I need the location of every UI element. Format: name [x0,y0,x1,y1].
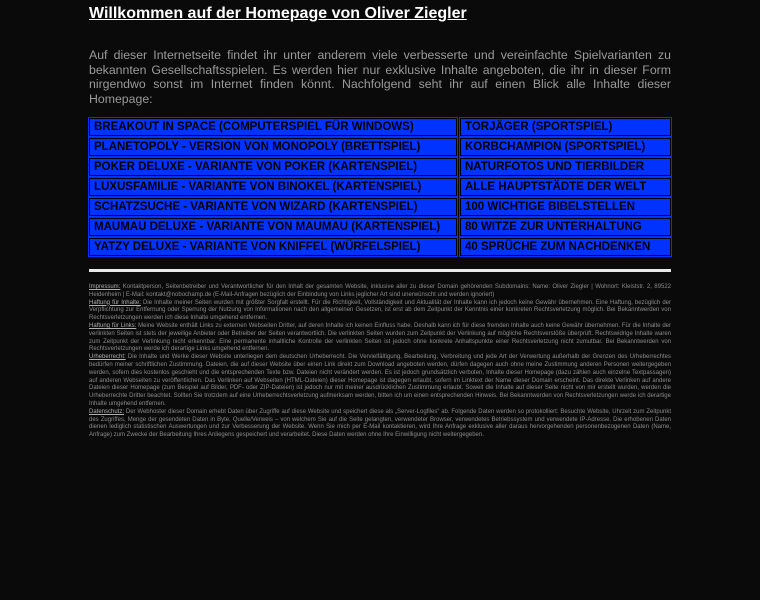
impressum-label: Impressum: [89,284,121,290]
datenschutz-text: Der Webhoster dieser Domain erhebt Daten über Zugriffe auf diese Website und speichert diese als „Server-Logfiles“ ab. Folgende Daten werden so protokolliert: Besuchte Website, Uhrzeit zum Zeitpunkt des Zugriffes, Menge der gesendeten Daten in Byte, Quelle/Verweis – von welchem Sie auf die Seite gelangten, verwendeter Browser, verwendetes Betriebssystem und verwendete IP-Adresse. Die erhobenen Daten dienen lediglich statistischen Auswertungen und zur Verbesserung der Website. Wenn Sie mich per E-Mail kontaktieren, wird Ihre Anfrage exklusive aller daraus hervorgehenden personenbezogenen Daten (Name, Anfrage) zum Zwecke der Bearbeitung Ihres Anliegens gespeichert und verarbeitet. Diese Daten werden ohne Ihre Einwilligung nicht weitergegeben. [89,408,671,439]
legal-section [89,284,671,440]
link-witze[interactable]: 80 WITZE ZUR UNTERHALTUNG [460,218,671,236]
datenschutz-label: Datenschutz: [89,408,125,415]
divider [89,269,671,272]
haftung-links-block [89,323,671,354]
urheberrecht-block [89,354,671,409]
link-korbchampion[interactable]: KORBCHAMPION (SPORTSPIEL) [460,138,671,156]
link-breakout-in-space[interactable]: BREAKOUT IN SPACE (COMPUTERSPIEL FÜR WINDOWS) [89,118,457,136]
link-naturfotos[interactable]: NATURFOTOS UND TIERBILDER [460,158,671,176]
intro-paragraph: Auf dieser Internetseite findet ihr unter anderem viele verbesserte und vereinfachte Spielvarianten zu bekannten Gesellschaftsspielen. Es werden hier nur exklusive Inhalte angeboten, die ihr in dieser Form nirgendwo sonst im Internet finden könnt. Nachfolgend seht ihr auf einen Blick alle Inhalte dieser Homepage: [89,48,671,106]
haftung-inhalte-label: Haftung für Inhalte: [89,299,141,306]
impressum-text: Kontaktperson, Seitenbetreiber und Verantwortlicher für den Inhalt der gesamten Website, inklusive aller zu dieser Domain gehörenden Subdomains: Name: Oliver Ziegler | Wohnort: Kleiststr. 2, 89522 Heidenheim | E-Mail: kontakt@nobochamp.de (E-Mail-Anfragen bezüglich der Einbindung von Links jeglicher Art sind unerwünscht und werden ignoriert) [89,284,671,298]
haftung-inhalte-text: Die Inhalte meiner Seiten wurden mit größter Sorgfalt erstellt. Für die Richtigkeit, Vollständigkeit und Aktualität der Inhalte kann ich jedoch keine Gewähr übernehmen. Eine Haftung, bezüglich der Verpflichtung zur Entfernung oder Sperrung der Nutzung von Informationen nach den allgemeinen Gesetzen, ist erst ab dem Zeitpunkt der Kenntnis einer konkreten Rechtsverletzung möglich. Bei Bekanntwerden von Rechtsverletzungen werden ich diese Inhalte umgehend entfernen. [89,299,671,322]
urheberrecht-text: Die Inhalte und Werke dieser Website unterliegen dem deutschen Urheberrecht. Die Vervielfältigung, Bearbeitung, Verbreitung und jede Art der Verwertung außerhalb der Grenzen des Urheberrechtes bedürfen meiner schriftlichen Zustimmung. Dateien, die auf dieser Website über einen Link direkt zum Download angeboten werden, dürfen dagegen auch ohne meine Zustimmung anderen Personen weitergegeben werden, sofern dies kostenlos geschieht und die entsprechenden Texte bzw. Dateien nicht verändert werden. Es ist jedoch grundsätzlich verboten, Inhalte dieser Homepage (dazu zählen auch einzelne Textpassagen) auf anderen Webseiten zu veröffentlichen. Das Verlinken auf Webseiten (HTML-Dateien) dieser Homepage ist dagegen erlaubt, sofern im Linktext der Name dieser Domain erscheint. Das direkte Verlinken auf andere Dateien dieser Homepage (zum Beispiel auf Bilder, PDF- oder ZIP-Dateien) ist jedoch nur mit meiner ausdrücklichen Zustimmung erlaubt. Soweit die Inhalte auf dieser Seite nicht von mir erstellt wurden, werden die Urheberrechte Dritter beachtet. Sollten Sie trotzdem auf eine Urheberrechtsverletzung aufmerksam werden, bitten ich um einen entsprechenden Hinweis. Bei Bekanntwerden von Rechtsverletzungen werde ich derartige Inhalte umgehend entfernen. [89,354,671,407]
link-poker-deluxe[interactable]: POKER DELUXE - VARIANTE VON POKER (KARTENSPIEL) [89,158,457,176]
link-yatzy-deluxe[interactable]: YATZY DELUXE - VARIANTE VON KNIFFEL (WÜRFELSPIEL) [89,238,457,256]
page-content [89,4,671,440]
impressum-block [89,284,671,300]
link-planetopoly[interactable]: PLANETOPOLY - VERSION VON MONOPOLY (BRETTSPIEL) [89,138,457,156]
haftung-links-label: Haftung für Links: [89,322,137,329]
haftung-links-text: Meine Website enthält Links zu externen Webseiten Dritter, auf deren Inhalte ich keinen Einfluss habe. Deshalb kann ich für diese fremden Inhalte auch keine Gewähr übernehmen. Für die Inhalte der verlinkten Seiten ist stets der jeweilige Anbieter oder Betreiber der Seiten verantwortlich. Die verlinkten Seiten wurden zum Zeitpunkt der Verlinkung auf mögliche Rechtsverstöße überprüft. Rechtswidrige Inhalte waren zum Zeitpunkt der Verlinkung nicht erkennbar. Eine permanente inhaltliche Kontrolle der verlinkten Seiten ist jedoch ohne konkrete Anhaltspunkte einer Rechtsverletzung nicht zumutbar. Bei Bekanntwerden von Rechtsverletzungen werde ich derartige Links umgehend entfernen. [89,322,672,353]
urheberrecht-label: Urheberrecht: [89,354,126,361]
page-title: Willkommen auf der Homepage von Oliver Ziegler [89,5,467,22]
haftung-inhalte-block [89,300,671,323]
link-hauptstaedte[interactable]: ALLE HAUPTSTÄDTE DER WELT [460,178,671,196]
link-luxusfamilie[interactable]: LUXUSFAMILIE - VARIANTE VON BINOKEL (KARTENSPIEL) [89,178,457,196]
link-bibelstellen[interactable]: 100 WICHTIGE BIBELSTELLEN [460,198,671,216]
link-sprueche[interactable]: 40 SPRÜCHE ZUM NACHDENKEN [460,238,671,256]
link-torjaeger[interactable]: TORJÄGER (SPORTSPIEL) [460,118,671,136]
link-maumau-deluxe[interactable]: MAUMAU DELUXE - VARIANTE VON MAUMAU (KARTENSPIEL) [89,218,457,236]
content-link-grid [89,118,671,256]
link-schatzsuche[interactable]: SCHATZSUCHE - VARIANTE VON WIZARD (KARTENSPIEL) [89,198,457,216]
datenschutz-block [89,409,671,440]
